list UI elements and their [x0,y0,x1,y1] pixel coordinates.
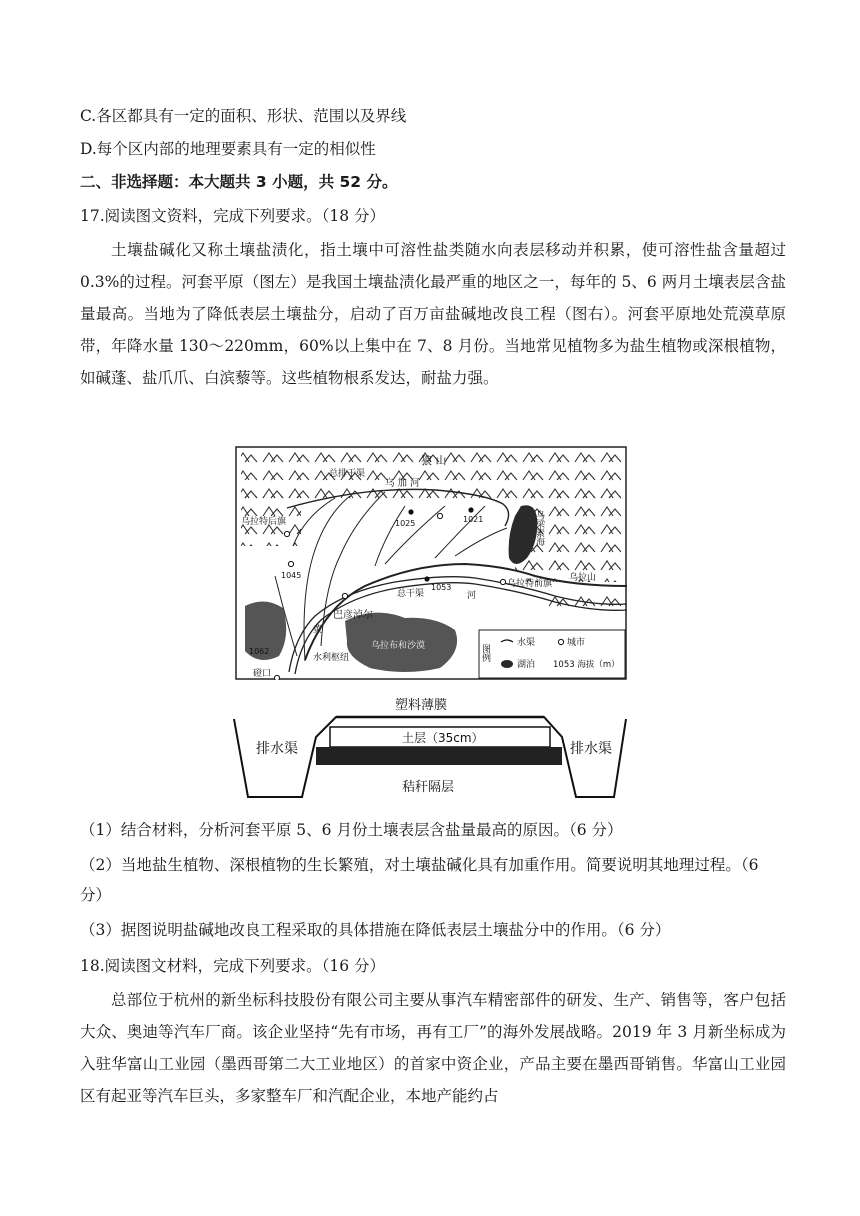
label-huang: 黄 [313,625,323,635]
q18-paragraph: 总部位于杭州的新坐标科技股份有限公司主要从事汽车精密部件的研发、生产、销售等，客户包括大众、奥迪等汽车厂商。该企业坚持“先有市场，再有工厂”的海外发展战略。2019 年 3 月新坐标成为入驻华富山工业园（墨西哥第二大工业地区）的首家中资企业，产品主要在墨西哥销售。华富山工业园区有起亚等汽车巨头，多家整车厂和汽配企业，本地产能约占 [80,991,786,1105]
straw-layer [316,747,562,765]
q17-question-1: （1）结合材料，分析河套平原 5、6 月份土壤表层含盐量最高的原因。（6 分） [80,821,623,839]
label-desert: 乌拉布和沙漠 [371,641,426,651]
q17-question-2: （2）当地盐生植物、深根植物的生长繁殖，对土壤盐碱化具有加重作用。简要说明其地理过程。（6 分） [80,856,759,904]
label-straw: 秸秆隔层 [402,780,455,795]
section-title: 二、非选择题：本大题共 3 小题，共 52 分。 [80,173,398,191]
label-shuili: 水利枢纽 [313,653,350,663]
legend-city-symbol [558,639,563,644]
label-1053: 1053 [431,583,452,592]
label-lake: 乌梁素海 [534,510,544,546]
legend-lake-label: 湖泊 [517,660,536,670]
legend-city-label: 城市 [567,638,586,648]
label-zongpai: 总排干渠 [329,469,366,479]
city-1045 [288,561,293,566]
improvement-profile [230,693,630,805]
label-wulateqianqi: 乌拉特前旗 [507,579,553,589]
q17-paragraph: 土壤盐碱化又称土壤盐渍化，指土壤中可溶性盐类随水向表层移动并积累，使可溶性盐含量超过 0.3%的过程。河套平原（图左）是我国土壤盐渍化最严重的地区之一，每年的 5、6 两月土壤表层含盐量最高。当地为了降低表层土壤盐分，启动了百万亩盐碱地改良工程（图右）。河套平原地处荒漠草原带，年降水量 130～220mm，60%以上集中在 7、8 月份。当地常见植物多为盐生植物或深根植物，如碱蓬、盐爪爪、白滨藜等。这些植物根系发达，耐盐力强。 [80,241,786,387]
city-1053 [424,576,429,581]
option-d: D.每个区内部的地理要素具有一定的相似性 [80,140,376,158]
city-open-1 [437,513,442,518]
label-mountain: 狼 山 [421,454,447,467]
label-ditch-left: 排水渠 [256,741,298,757]
city-bayannaoer [342,593,347,598]
label-bayannaoer: 巴彦淖尔 [333,610,373,621]
label-wulatehouqi: 乌拉特后旗 [241,517,287,527]
label-ditch-right: 排水渠 [570,741,612,757]
q18-heading: 18.阅读图文材料，完成下列要求。（16 分） [80,957,386,975]
label-wulashan: 乌拉山 [569,573,597,583]
q17-heading: 17.阅读图文资料，完成下列要求。（18 分） [80,207,386,225]
legend-box [479,630,625,678]
legend-title: 图例 [480,644,490,662]
city-1025 [408,509,413,514]
city-wulatehouqi [284,531,289,536]
label-1021: 1021 [463,515,484,524]
label-1045: 1045 [281,571,302,580]
legend-elev-label: 1053 海拔（m） [553,660,620,670]
label-1025: 1025 [395,519,416,528]
label-wujiahe: 乌 加 河 [385,478,420,489]
label-soil: 土层（35cm） [402,731,484,745]
city-wulateqianqi [500,579,505,584]
legend-canal-label: 水渠 [517,638,536,648]
label-dengkou: 磴口 [253,669,272,679]
city-1021 [468,507,473,512]
city-dengkou [274,675,279,680]
label-zonggan: 总干渠 [397,589,425,599]
legend-lake-symbol [501,660,513,668]
option-c: C.各区都具有一定的面积、形状、范围以及界线 [80,107,407,125]
hetao-map [235,446,627,680]
label-film: 塑料薄膜 [395,698,448,713]
label-1062: 1062 [249,647,270,656]
label-he: 河 [467,591,477,601]
q17-question-3: （3）据图说明盐碱地改良工程采取的具体措施在降低表层土壤盐分中的作用。（6 分） [80,921,671,939]
